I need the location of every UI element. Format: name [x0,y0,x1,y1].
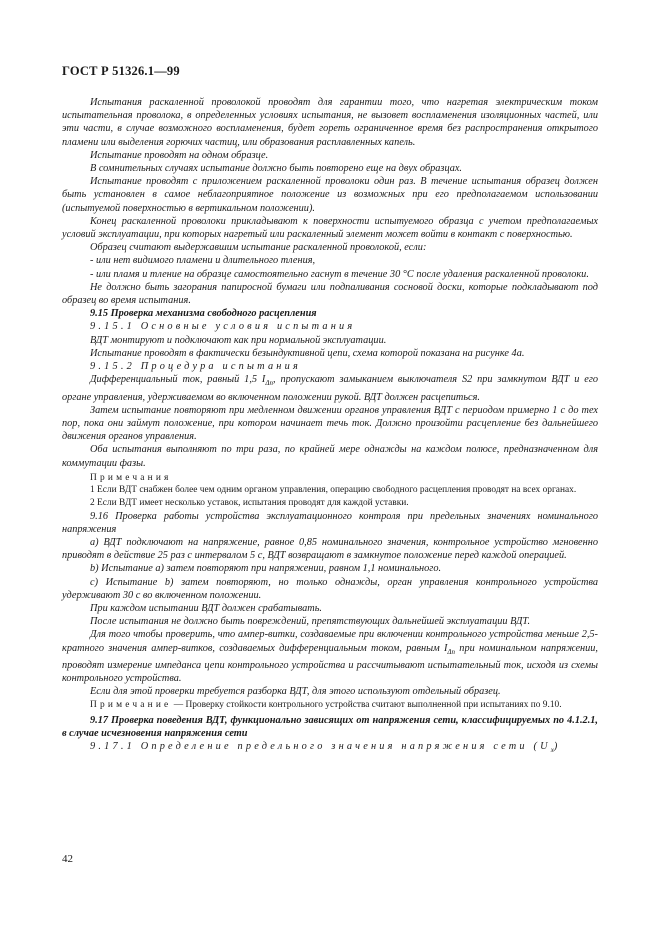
paragraph-disassembly: Если для этой проверки требуется разборка ВДТ, для этого используют отдельный образец. [90,686,501,698]
paragraph-one-sample: Испытание проводят на одном образце. [90,149,269,161]
paragraph-test-once: Испытание проводят с приложением раскаленной проволоки один раз. В течение испытания образец должен быть установлен в самое неблагоприятное положение из возможных при его предполагаемом использовании (испытуемой поверхностью в вертикальном положении). [62,176,598,214]
item-c: с) Испытание b) затем повторяют, но только однажды, орган управления контрольного устройства удерживают 30 с во включенном положении. [62,576,598,601]
paragraph-repeat-test: Затем испытание повторяют при медленном движении органов управления ВДТ с периодом примерно 1 с до тех пор, пока они займут положение, при котором начинает течь ток. Должно произойти расцепление без дальнейшего движения органов управления. [62,404,598,443]
note-2: 2 Если ВДТ имеет несколько уставок, испытания проводят для каждой уставки. [90,497,409,508]
text-run: при номинальном напряжении, проводят измерение импеданса цепи контрольного устройства и рассчитывают испытательный ток, исходя из схемы контрольного устройства. [62,642,598,684]
item-a: а) ВДТ подключают на напряжение, равное 0,85 номинального значения, контрольное устройство мгновенно приводят в действие 25 раз с интервалом 5 с, ВДТ возвращают в замкнутое положение перед каждой операцией. [62,536,598,562]
section-heading-9-15: 9.15 Проверка механизма свободного расцепления [90,308,317,320]
paragraph-glow-wire-purpose: Испытания раскаленной проволокой проводят для гарантии того, что нагретая электрическим током испытательная проволока, в определенных условиях испытания, не вызовет воспламенения изоляционных частей, или эти части, в случае возможного воспламенения, будет гореть ограниченное время без распространения открытого пламени или выделения горючих частиц, или образования расплавленных капель. [62,97,598,148]
text-run: Дифференциальный ток, равный 1,5 I [90,374,266,386]
text-run: Для того чтобы проверить, что ампер-витки, создаваемые при включении контрольного устройства меньше 2,5-кратного значения ампер-витков, создаваемых дифференциальным током, равным I [62,629,598,654]
paragraph-tissue-paper: Не должно быть загорания папиросной бумаги или подпаливания сосновой доски, которые подкладывают под образец во время испытания. [62,281,598,307]
paragraph-pass-criteria: Образец считают выдержавшим испытание раскаленной проволокой, если: [90,242,427,254]
paragraph-mounting: ВДТ монтируют и подключают как при нормальной эксплуатации. [90,334,387,346]
standard-title: ГОСТ Р 51326.1—99 [62,64,180,78]
paragraph-no-damage: После испытания не должно быть повреждений, препятствующих дальнейшей эксплуатации ВДТ. [90,616,531,628]
notes-heading: Примечания [90,472,172,483]
note-label: Примечание [90,700,172,711]
subscript-delta-n: Δn [447,647,455,656]
section-heading-9-17: 9.17 Проверка поведения ВДТ, функционально зависящих от напряжения сети, классифицируемых по 4.1.2.1, в случае исчезновения напряжения сети [62,715,598,740]
item-b: b) Испытание а) затем повторяют при напряжении, равном 1,1 номинального. [90,563,442,575]
list-item-no-flame: - или нет видимого пламени и длительного тления, [90,255,316,267]
document-body [62,96,598,758]
page-number: 42 [62,853,73,865]
subsection-heading-9-17-1 [62,740,598,757]
paragraph-differential-current [62,373,598,403]
subsection-heading-9-15-1: 9.15.1 Основные условия испытания [90,321,356,333]
paragraph-wire-end: Конец раскаленной проволоки прикладывают к поверхности испытуемого образца с учетом предполагаемых условий эксплуатации, при которых нагретый или раскаленный элемент может войти в контакт с поверхностью. [62,215,598,241]
subsection-heading-9-15-2: 9.15.2 Процедура испытания [90,361,301,373]
subscript-x: x [550,746,554,755]
paragraph-doubtful-cases: В сомнительных случаях испытание должно быть повторено еще на двух образцах. [90,163,463,175]
subscript-delta-n: Δn [265,379,273,388]
paragraph-circuit: Испытание проводят в фактически безындуктивной цепи, схема которой показана на рисунке 4а. [90,347,525,359]
note-1: 1 Если ВДТ снабжен более чем одним органом управления, операцию свободного расцепления проводят на всех органах. [90,485,577,496]
paragraph-three-times: Оба испытания выполняют по три раза, по крайней мере однажды на каждом полюсе, предназначенном для коммутации фазы. [62,444,598,469]
text-run: ) [553,741,558,753]
paragraph-ampere-turns [62,628,598,685]
note-durability [62,699,598,712]
text-run: 9.17.1 Определение предельного значения напряжения сети (U [90,741,551,753]
paragraph-must-trip: При каждом испытании ВДТ должен срабатывать. [90,602,322,614]
section-heading-9-16: 9.16 Проверка работы устройства эксплуатационного контроля при предельных значениях номинального напряжения [62,510,598,535]
text-run: , пропускают замыканием выключателя S2 при замкнутом ВДТ и его органе управления, удерживаемом во включенном положении рукой. ВДТ должен расцепиться. [62,374,598,403]
list-item-self-extinguish: - или пламя и тление на образце самостоятельно гаснут в течение 30 °С после удаления раскаленной проволоки. [90,268,589,280]
text-run: — Проверку стойкости контрольного устройства считают выполненной при испытаниях по 9.10. [171,700,562,711]
